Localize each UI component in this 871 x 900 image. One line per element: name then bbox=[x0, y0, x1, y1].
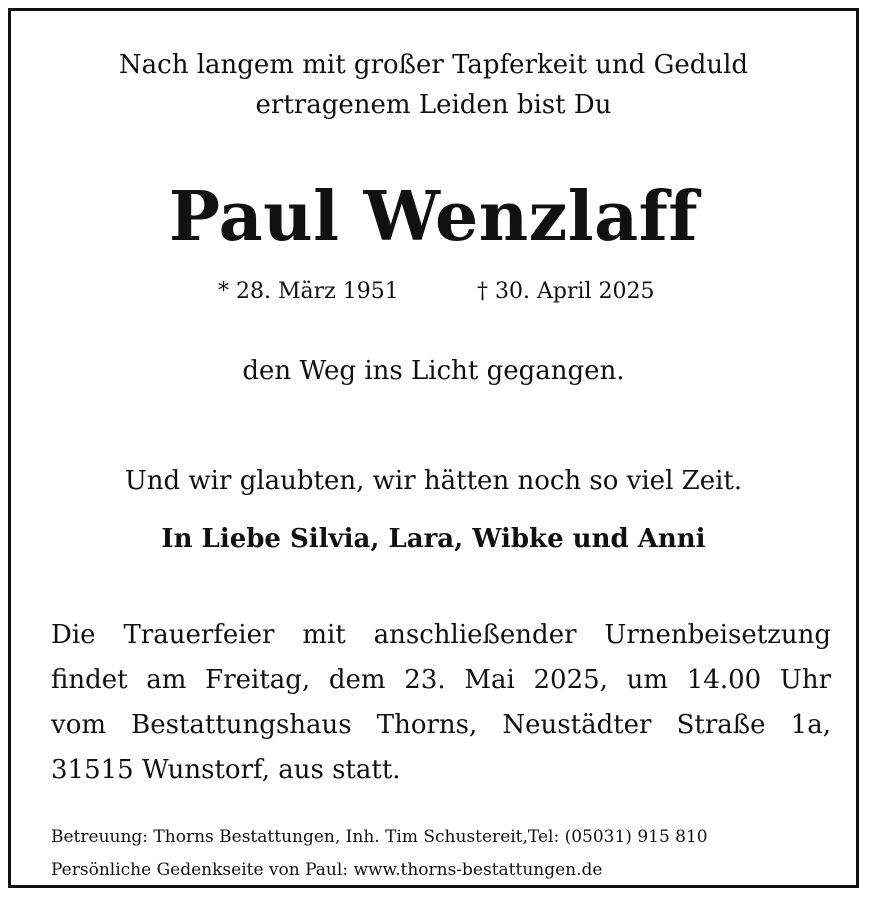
intro-text bbox=[11, 45, 856, 125]
ceremony-line-1: Die Trauerfeier mit anschließender Urnenbeisetzung bbox=[51, 620, 831, 650]
ceremony-line-3: vom Bestattungshaus Thorns, Neustädter Straße 1a, bbox=[51, 710, 831, 740]
ceremony-line-2: findet am Freitag, dem 23. Mai 2025, um 14.00 Uhr bbox=[51, 665, 831, 695]
memorial-page-info: Persönliche Gedenkseite von Paul: www.thorns-bestattungen.de bbox=[51, 860, 603, 880]
death-date: † 30. April 2025 bbox=[477, 279, 655, 304]
funeral-home-info: Betreuung: Thorns Bestattungen, Inh. Tim Schustereit,Tel: (05031) 915 810 bbox=[51, 827, 708, 847]
deceased-name: Paul Wenzlaff bbox=[168, 177, 699, 257]
family-signature: In Liebe Silvia, Lara, Wibke und Anni bbox=[161, 524, 706, 554]
ceremony-line-4: 31515 Wunstorf, aus statt. bbox=[51, 755, 401, 785]
passing-text: den Weg ins Licht gegangen. bbox=[242, 356, 625, 386]
intro-line-1: Nach langem mit großer Tapferkeit und Geduld bbox=[118, 50, 749, 80]
intro-line-2: ertragenem Leiden bist Du bbox=[255, 90, 612, 120]
obituary-frame bbox=[8, 8, 859, 888]
ceremony-notice bbox=[51, 613, 831, 793]
birth-date: * 28. März 1951 bbox=[218, 279, 399, 304]
quote-text: Und wir glaubten, wir hätten noch so viel Zeit. bbox=[124, 466, 743, 496]
